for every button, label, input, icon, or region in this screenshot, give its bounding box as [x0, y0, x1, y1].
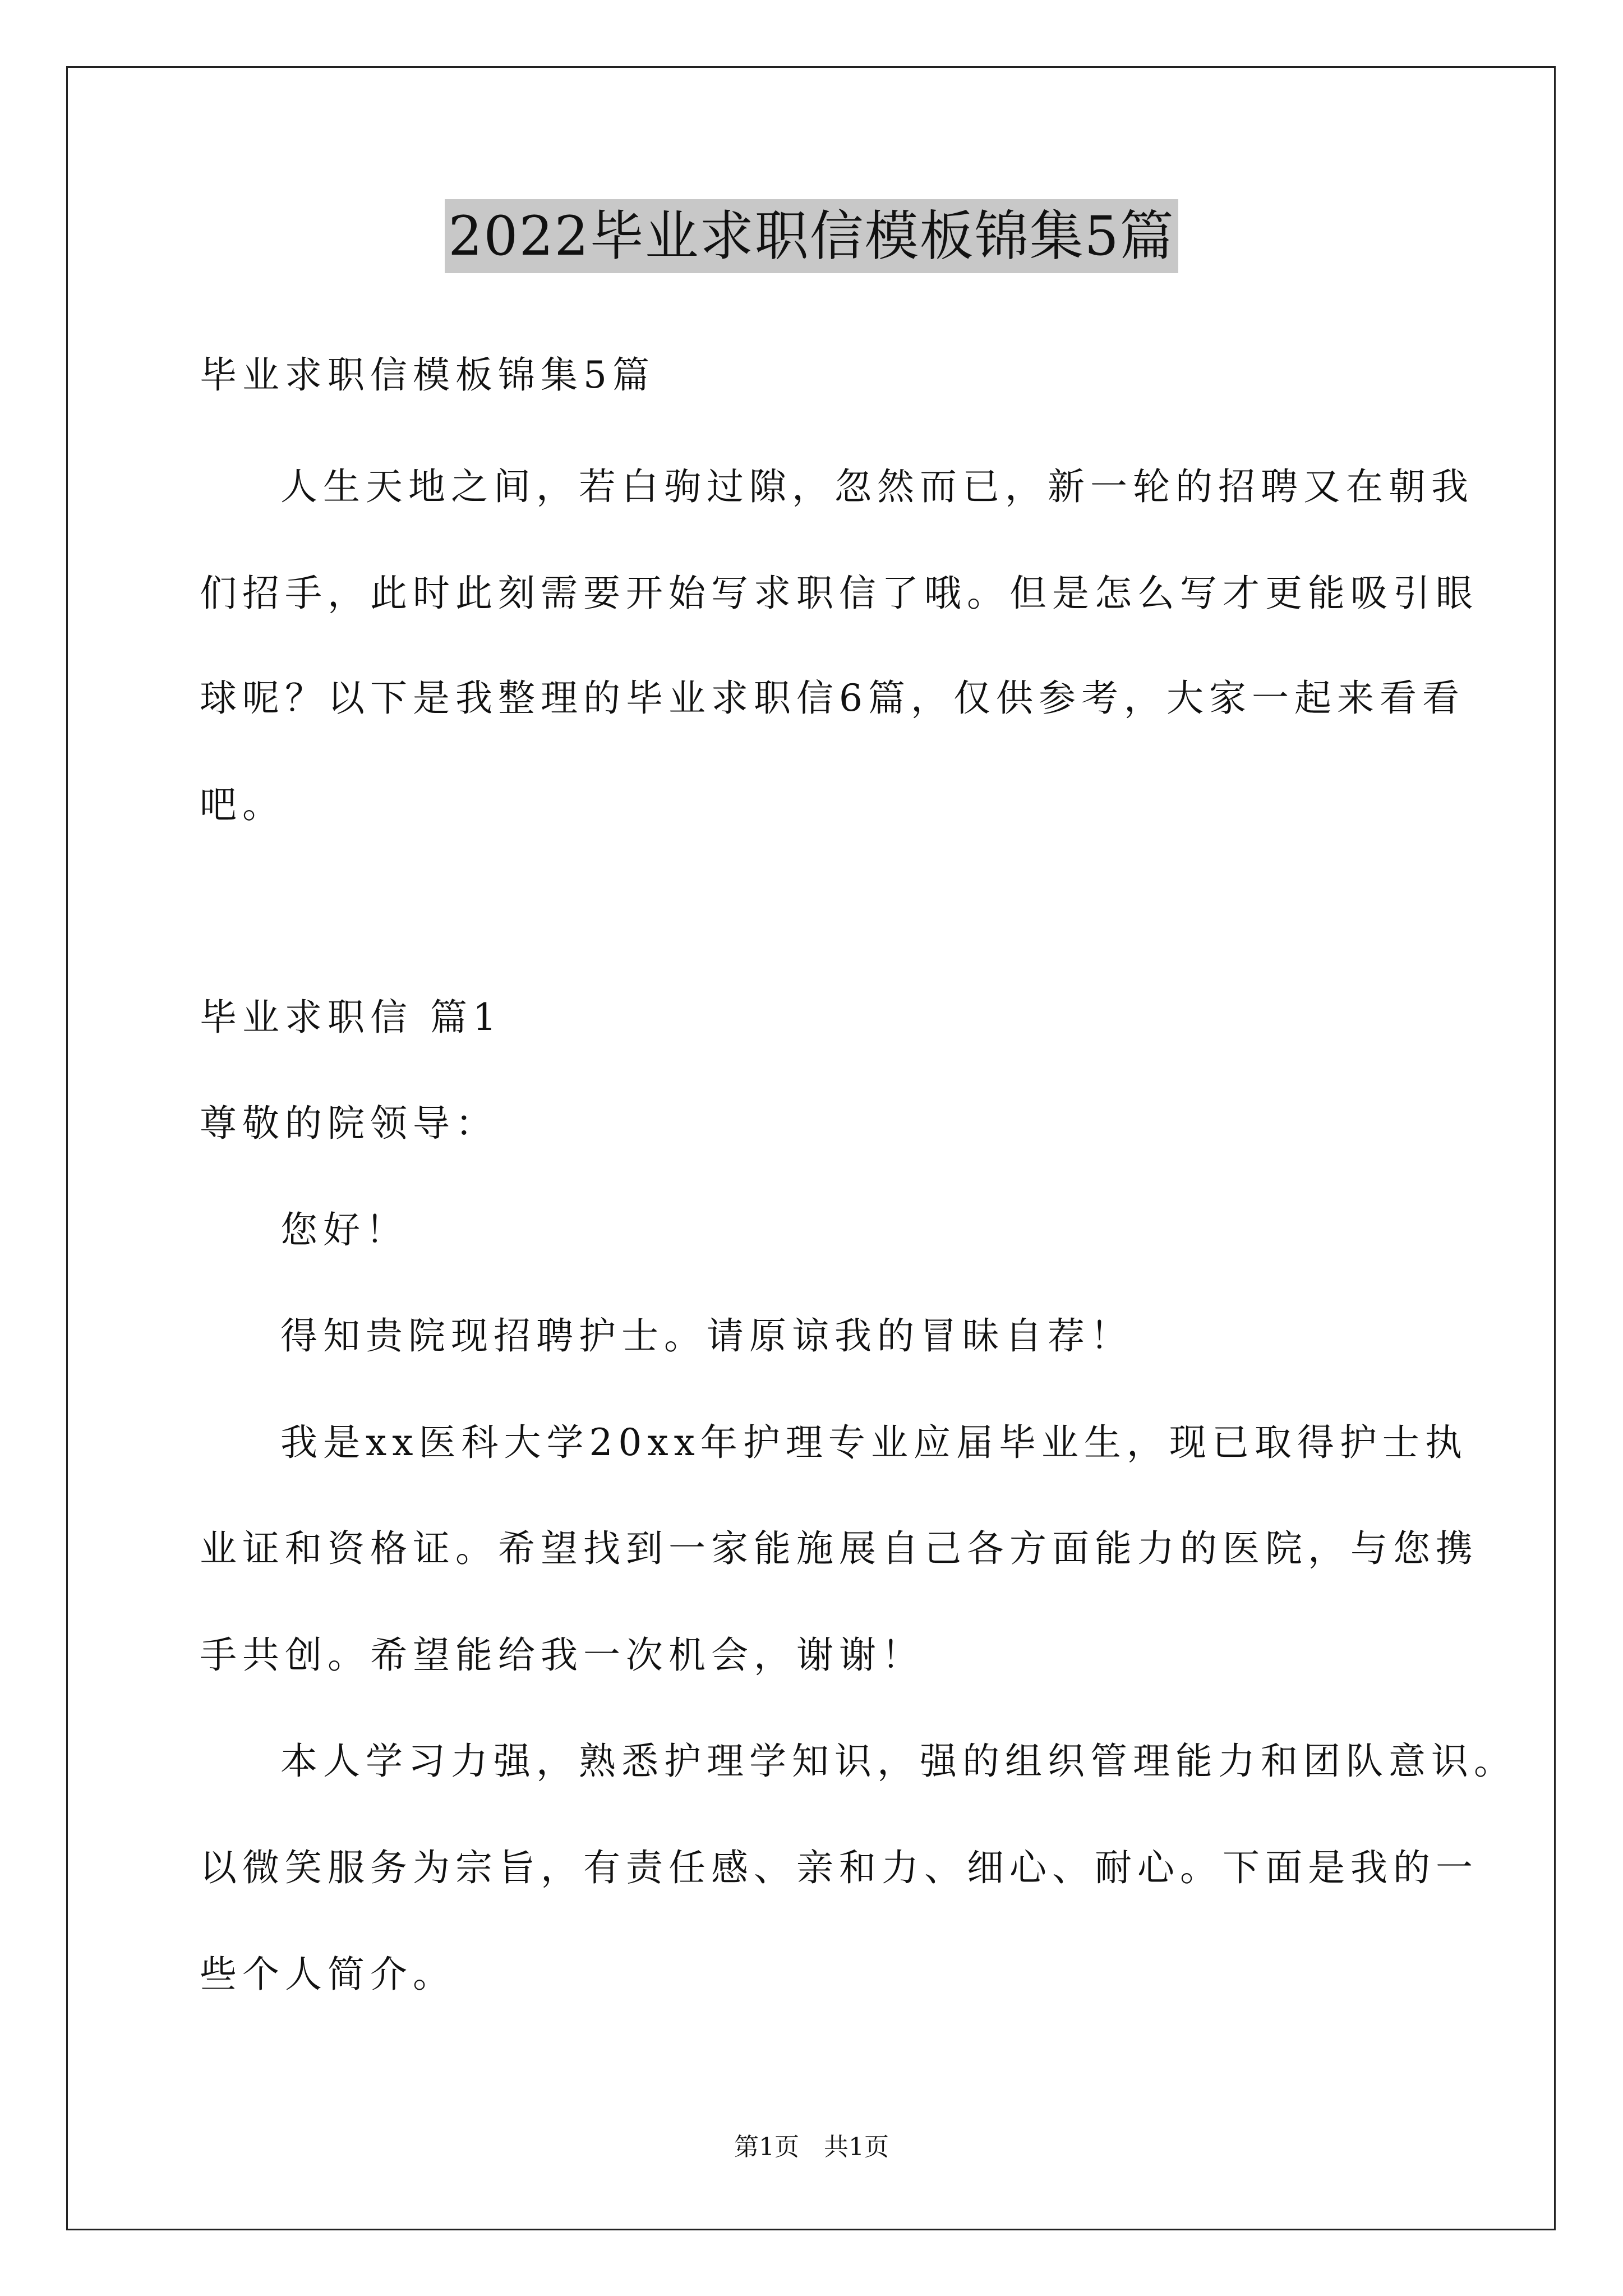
document-subtitle: 毕业求职信模板锦集5篇: [200, 353, 655, 397]
intro-line-3: 球呢？以下是我整理的毕业求职信6篇，仅供参考，大家一起来看看: [200, 677, 1465, 720]
paragraph-3-line-1: 本人学习力强，熟悉护理学知识，强的组织管理能力和团队意识。: [280, 1740, 1516, 1783]
paragraph-3-line-3: 些个人简介。: [200, 1953, 455, 1996]
section-heading: 毕业求职信 篇1: [200, 996, 502, 1039]
intro-line-4: 吧。: [200, 783, 285, 826]
title-container: [0, 199, 1623, 273]
greeting: 您好！: [280, 1208, 408, 1251]
page-number-current: 第1页: [734, 2133, 799, 2161]
intro-line-1: 人生天地之间，若白驹过隙，忽然而已，新一轮的招聘又在朝我: [280, 465, 1474, 508]
page-number-total: 共1页: [824, 2133, 889, 2161]
paragraph-2-line-3: 手共创。希望能给我一次机会，谢谢！: [200, 1634, 924, 1677]
intro-line-2: 们招手，此时此刻需要开始写求职信了哦。但是怎么写才更能吸引眼: [200, 572, 1478, 615]
paragraph-3-line-2: 以微笑服务为宗旨，有责任感、亲和力、细心、耐心。下面是我的一: [200, 1846, 1478, 1889]
document-title: 2022毕业求职信模板锦集5篇: [445, 199, 1178, 273]
paragraph-2-line-2: 业证和资格证。希望找到一家能施展自己各方面能力的医院，与您携: [200, 1527, 1478, 1570]
salutation: 尊敬的院领导：: [200, 1102, 498, 1145]
paragraph-1: 得知贵院现招聘护士。请原谅我的冒昧自荐！: [280, 1314, 1133, 1358]
page-footer: [0, 2131, 1623, 2164]
paragraph-2-line-1: 我是xx医科大学20xx年护理专业应届毕业生，现已取得护士执: [280, 1421, 1468, 1464]
